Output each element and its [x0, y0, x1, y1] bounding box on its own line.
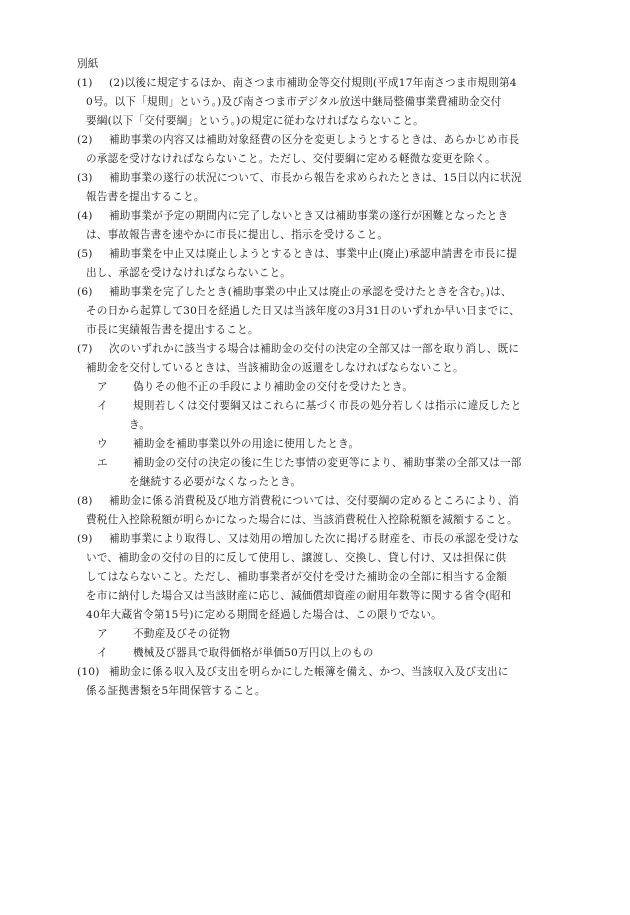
item-text-line: 補助金に係る消費税及び地方消費税については、交付要綱の定めるところにより、消 [109, 495, 519, 507]
item-text-line: その日から起算して30日を経過した日又は当該年度の3月31日のいずれか早い日までに、 [86, 305, 521, 317]
item-text-line: 補助金を交付しているときは、当該補助金の返還をしなければならないこと。 [86, 362, 464, 374]
list-item [77, 245, 557, 283]
list-item [77, 283, 557, 340]
item-number: (8) [77, 495, 93, 507]
item-text-line: 補助事業を中止又は廃止しようとするときは、事業中止(廃止)承認申請書を市長に提 [109, 248, 518, 260]
sub-item-marker: イ [97, 400, 108, 412]
item-text-line: いで、補助金の交付の目的に反して使用し、譲渡し、交換し、貸し付け、又は担保に供 [86, 552, 507, 564]
attachment-heading: 別紙 [77, 58, 99, 70]
sub-item-marker: ア [97, 381, 108, 393]
list-item [77, 207, 557, 245]
item-text-line: 補助事業の内容又は補助対象経費の区分を変更しようとするときは、あらかじめ市長 [109, 134, 520, 146]
item-number: (2) [77, 134, 93, 146]
list-item [77, 340, 557, 492]
list-item [77, 530, 557, 663]
item-number: (9) [77, 533, 93, 545]
sub-item-text-line: 偽りその他不正の手段により補助金の交付を受けたとき。 [133, 381, 414, 393]
item-text-line: 補助事業により取得し、又は効用の増加した次に掲げる財産を、市長の承認を受けな [109, 533, 520, 545]
item-number: (4) [77, 210, 93, 222]
item-text-line: 補助事業を完了したとき(補助事業の中止又は廃止の承認を受けたときを含む。)は、 [109, 286, 512, 298]
item-text-line: 0号。以下「規則」という。)及び南さつま市デジタル放送中継局整備事業費補助金交付 [86, 96, 502, 108]
list-item [77, 492, 557, 530]
sub-item-text-line: 機械及び器具で取得価格が単価50万円以上のもの [133, 647, 374, 659]
sub-item-marker: エ [97, 457, 108, 469]
list-item [77, 663, 557, 701]
sub-item-text-line: 補助金の交付の決定の後に生じた事情の変更等により、補助事業の全部又は一部 [133, 457, 522, 469]
item-text-line: してはならないこと。ただし、補助事業者が交付を受けた補助金の全部に相当する金額 [86, 571, 507, 583]
item-text-line: 40年大蔵省令第15号)に定める期間を経過した場合は、この限りでない。 [86, 609, 442, 621]
sub-item-text-line: を継続する必要がなくなったとき。 [129, 476, 302, 488]
sub-item-text-line: 不動産及びその従物 [133, 628, 231, 640]
sub-item-text-line: 補助金を補助事業以外の用途に使用したとき。 [133, 438, 360, 450]
item-number: (7) [77, 343, 93, 355]
item-text-line: は、事故報告書を速やかに市長に提出し、指示を受けること。 [86, 229, 389, 241]
item-number: (1) [77, 77, 93, 89]
item-text-line: 市長に実績報告書を提出すること。 [86, 324, 259, 336]
item-text-line: を市に納付した場合又は当該財産に応じ、減価償却資産の耐用年数等に関する省令(昭和 [86, 590, 512, 602]
sub-item-marker: ア [97, 628, 108, 640]
item-number: (6) [77, 286, 93, 298]
item-text-line: 補助事業の遂行の状況について、市長から報告を求められたときは、15日以内に状況 [109, 172, 522, 184]
item-number: (5) [77, 248, 93, 260]
sub-item-marker: イ [97, 647, 108, 659]
list-item [77, 131, 557, 169]
item-text-line: 次のいずれかに該当する場合は補助金の交付の決定の全部又は一部を取り消し、既に [109, 343, 520, 355]
item-text-line: 報告書を提出すること。 [86, 191, 205, 203]
item-text-line: 出し、承認を受けなければならないこと。 [86, 267, 292, 279]
sub-item-text-line: き。 [129, 419, 151, 431]
item-text-line: の承認を受けなければならないこと。ただし、交付要綱に定める軽微な変更を除く。 [86, 153, 496, 165]
sub-item-marker: ウ [97, 438, 108, 450]
item-text-line: 要綱(以下「交付要綱」という。)の規定に従わなければならないこと。 [86, 115, 424, 127]
sub-item-text-line: 規則若しくは交付要綱又はこれらに基づく市長の処分若しくは指示に違反したと [133, 400, 522, 412]
item-text-line: 係る証拠書類を5年間保管すること。 [86, 685, 266, 697]
item-number: (10) [77, 666, 100, 678]
item-text-line: (2)以後に規定するほか、南さつま市補助金等交付規則(平成17年南さつま市規則第4 [109, 77, 517, 89]
list-item [77, 74, 557, 131]
item-number: (3) [77, 172, 93, 184]
item-text-line: 補助事業が予定の期間内に完了しないとき又は補助事業の遂行が困難となったとき [109, 210, 509, 222]
item-text-line: 費税仕入控除税額が明らかになった場合には、当該消費税仕入控除税額を減額すること。 [86, 514, 518, 526]
list-item [77, 169, 557, 207]
item-text-line: 補助金に係る収入及び支出を明らかにした帳簿を備え、かつ、当該収入及び支出に [109, 666, 509, 678]
